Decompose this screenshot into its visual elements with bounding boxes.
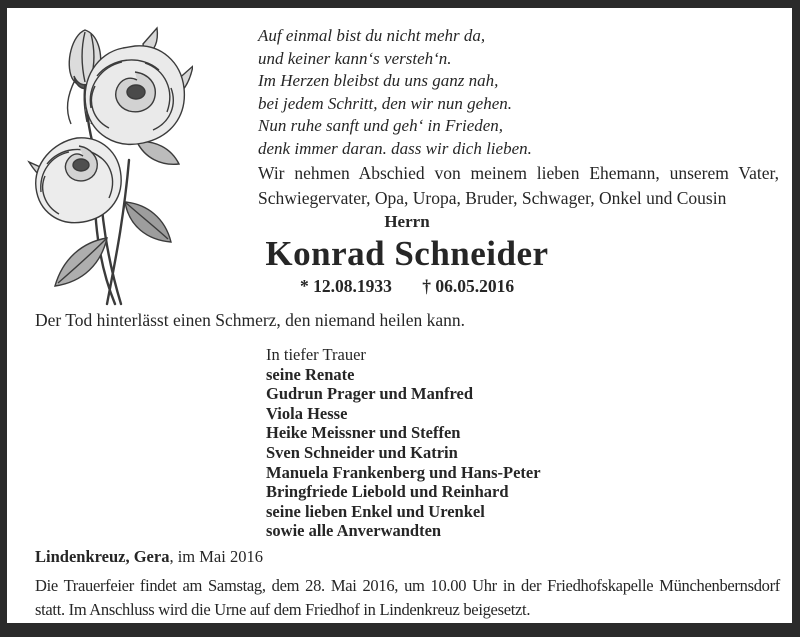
memorial-poem	[258, 25, 558, 160]
place-date-rest: , im Mai 2016	[169, 547, 263, 566]
epitaph-line: Der Tod hinterlässt einen Schmerz, den niemand heilen kann.	[35, 310, 465, 330]
life-dates	[207, 276, 607, 297]
mourners-intro: In tiefer Trauer	[266, 345, 366, 364]
death-date: † 06.05.2016	[422, 276, 515, 296]
mourner-line: Manuela Frankenberg und Hans-Peter	[266, 462, 541, 482]
deceased-name: Konrad Schneider	[265, 234, 549, 273]
mourner-line: Gudrun Prager und Manfred	[266, 384, 474, 404]
poem-line: bei jedem Schritt, den wir nun gehen.	[258, 93, 513, 113]
birth-date: * 12.08.1933	[299, 276, 392, 296]
funeral-info: Die Trauerfeier findet am Samstag, dem 28. Mai 2016, um 10.00 Uhr in der Friedhofskapelle Münchenbernsdorf statt. Im Anschluss wird die Urne auf dem Friedhof in Lindenkreuz beigesetzt.	[35, 576, 780, 619]
poem-line: Nun ruhe sanft und geh‘ in Frieden,	[258, 116, 504, 135]
poem-line: denk immer daran. dass wir dich lieben.	[258, 138, 532, 158]
mourner-line: sowie alle Anverwandten	[266, 521, 442, 541]
mourners-block	[266, 345, 541, 541]
poem-line: Auf einmal bist du nicht mehr da,	[258, 26, 486, 45]
poem-line: Im Herzen bleibst du uns ganz nah,	[258, 71, 499, 90]
mourners-list	[266, 365, 541, 541]
mourner-line: Viola Hesse	[266, 403, 348, 423]
announcement-text: Wir nehmen Abschied von meinem lieben Ehemann, unserem Vater, Schwiegervater, Opa, Uropa, Bruder, Schwager, Onkel und Cousin	[258, 163, 779, 208]
poem-line: und keiner kann‘s versteh‘n.	[258, 48, 452, 68]
headline-block	[207, 212, 607, 297]
mourner-line: Bringfriede Liebold und Reinhard	[266, 482, 509, 502]
place-date-line	[35, 547, 263, 567]
mourner-line: seine lieben Enkel und Urenkel	[266, 501, 485, 521]
rose-illustration-icon	[25, 20, 193, 310]
mourner-line: seine Renate	[266, 364, 355, 384]
mourner-line: Sven Schneider und Katrin	[266, 442, 458, 462]
place-name: Lindenkreuz, Gera	[35, 547, 170, 566]
mourner-line: Heike Meissner und Steffen	[266, 423, 461, 443]
salutation: Herrn	[384, 212, 430, 231]
